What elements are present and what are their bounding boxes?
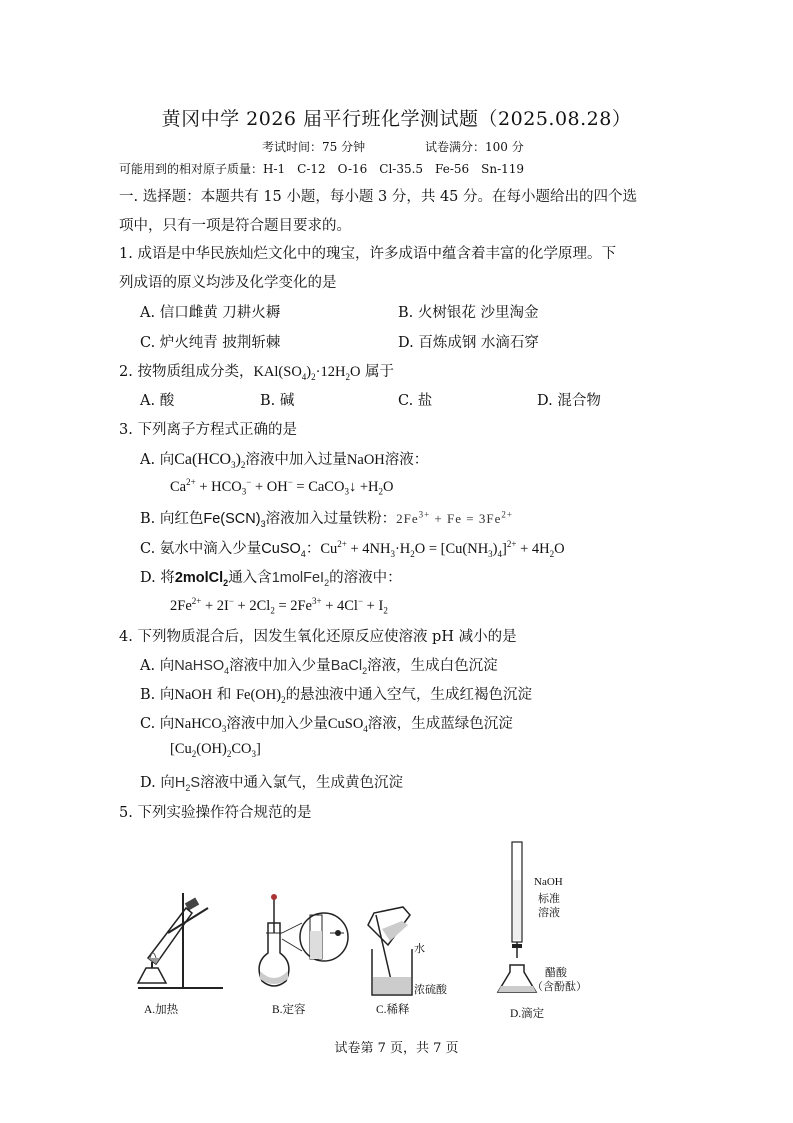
- q1-stem-2: 列成语的原义均涉及化学变化的是: [119, 275, 337, 291]
- q3-d-mid: 通入含: [228, 570, 272, 586]
- section-instructions-1: 一. 选择题：本题共有 15 小题，每小题 3 分，共 45 分。在每小题给出的四个选: [119, 189, 637, 205]
- page-footer: 试卷第 7 页，共 7 页: [334, 1041, 459, 1056]
- q3-option-b: B. 向红色$Fe(SCN)_3$溶液加入过量铁粉：$2Fe^{3+} + Fe = 3Fe^{2+}$: [140, 509, 513, 529]
- q5-stem: 5. 下列实验操作符合规范的是: [119, 805, 312, 821]
- label-conc-acid: 浓硫酸: [414, 984, 447, 996]
- q4-c-formula: $[Cu_2(OH)_2CO_3]$: [170, 741, 261, 759]
- q3-a-prefix: A. 向: [140, 452, 175, 468]
- q4-c-end: 溶液，生成蓝绿色沉淀: [367, 716, 513, 732]
- q3-b-suffix: 溶液加入过量铁粉：: [265, 511, 397, 527]
- figure-b-volumetric: [258, 893, 358, 998]
- q4-option-a: A. 向NaHSO$_4$溶液中加入少量BaCl$_2$溶液，生成白色沉淀: [140, 658, 498, 676]
- q4-d-prefix: D. 向: [140, 775, 175, 791]
- q4-b-prefix: B. 向: [140, 687, 175, 703]
- q2-stem-suffix: 属于: [365, 364, 395, 380]
- q4-b-mid: 和: [216, 687, 232, 703]
- q4-option-c: C. 向NaHCO$_3$溶液中加入少量CuSO$_4$溶液，生成蓝绿色沉淀: [140, 716, 513, 734]
- q2-formula: $KAl(SO_4)_2\cdot 12H_2O$: [253, 364, 361, 382]
- label-water: 水: [414, 943, 425, 955]
- caption-c: C.稀释: [376, 1004, 410, 1016]
- label-standard: 标准: [538, 893, 560, 905]
- q3-d-equation: $2Fe^{2+} + 2I^- + 2Cl_2 = 2Fe^{3+} + 4Cl^- + I_2$: [170, 596, 388, 616]
- caption-b: B.定容: [272, 1004, 306, 1016]
- q4-option-d: D. 向$H_2S$溶液中通入氯气，生成黄色沉淀: [140, 775, 403, 793]
- q1-option-c: C. 炉火纯青 披荆斩棘: [140, 335, 281, 351]
- q3-option-d: D. 将2molCl$_2$通入含1molFeI$_2$的溶液中：: [140, 570, 402, 588]
- label-acetic-acid: 醋酸: [545, 967, 567, 979]
- q1-option-d: D. 百炼成钢 水滴石穿: [398, 335, 539, 351]
- q3-stem: 3. 下列离子方程式正确的是: [119, 422, 297, 438]
- label-phenolphthalein: （含酚酞）: [532, 981, 587, 993]
- caption-a: A.加热: [144, 1004, 179, 1016]
- q3-option-a: A. 向$Ca(HCO_3)_2$溶液中加入过量NaOH溶液：: [140, 451, 429, 471]
- q1-option-b: B. 火树银花 沙里淘金: [398, 305, 539, 321]
- q2-option-c: C. 盐: [398, 393, 433, 409]
- caption-d: D.滴定: [510, 1008, 545, 1020]
- q4-a-mid: 溶液中加入少量: [229, 658, 331, 674]
- q3-d-prefix: D. 将: [140, 570, 175, 586]
- q1-option-a: A. 信口雌黄 刀耕火耨: [140, 305, 281, 321]
- q2-option-a: A. 酸: [140, 393, 175, 409]
- section-instructions-2: 项中，只有一项是符合题目要求的。: [119, 218, 351, 234]
- q4-b-end: 的悬浊液中通入空气，生成红褐色沉淀: [285, 687, 533, 703]
- exam-time: 考试时间：75 分钟: [262, 140, 366, 154]
- q3-a-suffix: 溶液中加入过量: [245, 452, 347, 468]
- figure-d-titration: [492, 840, 552, 1000]
- q3-d-end: 的溶液中：: [329, 570, 402, 586]
- q4-a-end: 溶液，生成白色沉淀: [367, 658, 498, 674]
- label-solution: 溶液: [538, 907, 560, 919]
- q4-option-b: B. 向NaOH 和 $Fe(OH)_2$的悬浊液中通入空气，生成红褐色沉淀: [140, 687, 533, 705]
- q3-b-prefix: B. 向红色: [140, 511, 204, 527]
- q3-a-end: 溶液：: [384, 452, 429, 468]
- q4-d-end: 溶液中通入氯气，生成黄色沉淀: [200, 775, 403, 791]
- q4-c-prefix: C. 向: [140, 716, 175, 732]
- q2-stem: [119, 360, 394, 382]
- full-score: 试卷满分：100 分: [425, 140, 524, 154]
- q3-c-prefix: C. 氨水中滴入少量: [140, 541, 262, 557]
- q2-option-d: D. 混合物: [537, 393, 601, 409]
- q3-option-c: C. 氨水中滴入少量CuSO$_4$：$Cu^{2+} + 4NH_3\cdot H_2O = [Cu(NH_3)_4]^{2+} + 4H_2O$: [140, 539, 565, 559]
- q2-stem-prefix: 2. 按物质组成分类，: [119, 364, 254, 380]
- q4-c-mid: 溶液中加入少量: [226, 716, 328, 732]
- q2-option-b: B. 碱: [260, 393, 295, 409]
- label-naoh: NaOH: [534, 876, 563, 888]
- page-title: 黄冈中学 2026 届平行班化学测试题（2025.08.28）: [161, 108, 632, 130]
- figure-a-heating: [128, 888, 228, 998]
- q1-stem-1: 1. 成语是中华民族灿烂文化中的瑰宝，许多成语中蕴含着丰富的化学原理。下: [119, 246, 616, 262]
- q3-a-naoh: NaOH: [346, 452, 385, 468]
- q4-stem: 4. 下列物质混合后，因发生氧化还原反应使溶液 pH 减小的是: [119, 629, 517, 645]
- q4-a-prefix: A. 向: [140, 658, 175, 674]
- atomic-masses: 可能用到的相对原子质量：H-1 C-12 O-16 Cl-35.5 Fe-56 Sn-119: [119, 162, 525, 176]
- q3-a-equation: $Ca^{2+} + HCO_3^- + OH^-$ = CaCO$_3$↓ $+H_2O$: [170, 477, 394, 497]
